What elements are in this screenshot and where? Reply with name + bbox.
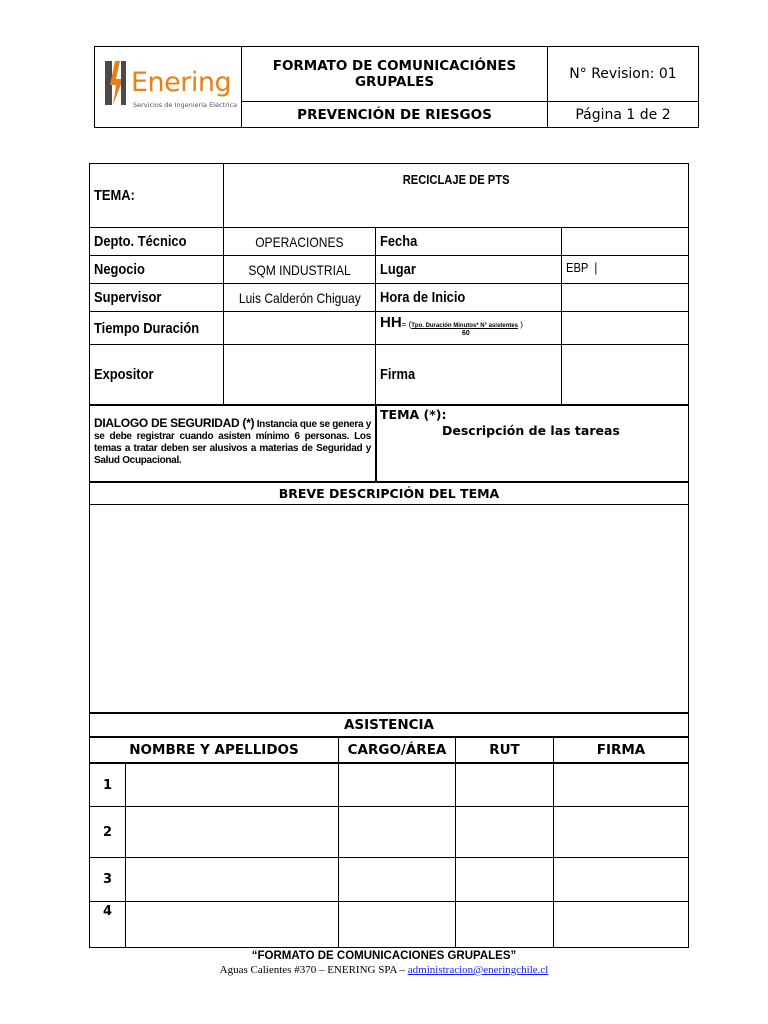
hh-divisor: 60 <box>462 330 470 337</box>
rut-cell[interactable] <box>455 902 553 947</box>
duracion-label: Tiempo Duración <box>94 319 200 337</box>
cargo-cell[interactable] <box>338 902 455 947</box>
depto-value-field[interactable] <box>223 228 375 255</box>
dialogo-title: DIALOGO DE SEGURIDAD (*) <box>94 416 255 430</box>
fecha-field[interactable] <box>561 228 688 255</box>
communication-form <box>89 163 689 948</box>
cargo-cell[interactable] <box>338 764 455 806</box>
lugar-label: Lugar <box>375 256 561 283</box>
firma-cell[interactable] <box>553 858 688 901</box>
hora-label: Hora de Inicio <box>375 284 561 311</box>
firma-cell[interactable] <box>553 764 688 806</box>
asistencia-title-row <box>90 712 688 736</box>
tema-star-field[interactable] <box>375 406 688 481</box>
document-title: FORMATO DE COMUNICACIÓNES GRUPALES <box>242 47 548 102</box>
firma-label: Firma <box>375 345 561 404</box>
column-header-cargo: CARGO/ÁREA <box>338 738 455 762</box>
tema-value-field[interactable] <box>223 164 688 227</box>
tema-row <box>90 164 688 227</box>
supervisor-value-field[interactable] <box>223 284 375 311</box>
supervisor-row <box>90 283 688 311</box>
dialogo-description <box>90 406 375 481</box>
table-row <box>90 857 688 901</box>
hh-formula-suffix: ) <box>517 320 523 329</box>
footer-address-text: Aguas Calientes #370 – ENERING SPA – <box>219 964 408 976</box>
nombre-cell[interactable] <box>125 902 338 947</box>
dialogo-text: Instancia que se genera y se debe registrar cuando asisten mínimo 6 personas. Los temas a tratar deben ser alusivos a materias de Seguridad y Salud Ocupacional. <box>94 419 371 466</box>
expositor-row <box>90 344 688 404</box>
column-header-rut: RUT <box>455 738 553 762</box>
firma-cell[interactable] <box>553 807 688 857</box>
logo-tagline: Servicios de Ingeniería Eléctrica <box>133 101 238 109</box>
revision-number: N° Revision: 01 <box>548 47 698 102</box>
document-header <box>94 46 699 128</box>
hh-formula-prefix: = ( <box>401 320 412 329</box>
depto-value: OPERACIONES <box>255 233 344 250</box>
negocio-value: SQM INDUSTRIAL <box>248 261 351 278</box>
firma-cell[interactable] <box>553 902 688 947</box>
asistencia-title: ASISTENCIA <box>343 717 435 733</box>
hh-formula: Tpo. Duración Minutos* N° asistentes <box>411 323 518 329</box>
expositor-field[interactable] <box>223 345 375 404</box>
asistencia-header-row <box>90 736 688 762</box>
rut-cell[interactable] <box>455 858 553 901</box>
row-number: 4 <box>102 904 113 919</box>
footer-address <box>0 964 768 976</box>
depto-label: Depto. Técnico <box>94 233 187 250</box>
table-row <box>90 806 688 857</box>
row-number: 1 <box>102 777 113 793</box>
hora-field[interactable] <box>561 284 688 311</box>
tema-value: RECICLAJE DE PTS <box>402 172 510 187</box>
page-number: Página 1 de 2 <box>575 106 671 123</box>
duracion-row <box>90 311 688 344</box>
tema-label: TEMA: <box>94 187 135 204</box>
depto-row <box>90 227 688 255</box>
negocio-label: Negocio <box>94 261 145 278</box>
tema-star-value: Descripción de las tareas <box>442 423 620 438</box>
negocio-row <box>90 255 688 283</box>
dialogo-row <box>90 404 688 481</box>
hh-label-cell <box>375 312 561 344</box>
cargo-cell[interactable] <box>338 858 455 901</box>
fecha-label: Fecha <box>375 228 561 255</box>
supervisor-label: Supervisor <box>94 289 162 306</box>
logo-cell <box>95 47 242 127</box>
breve-description-field[interactable] <box>90 504 688 712</box>
hh-field[interactable] <box>561 312 688 344</box>
rut-cell[interactable] <box>455 807 553 857</box>
negocio-value-field[interactable] <box>223 256 375 283</box>
nombre-cell[interactable] <box>125 764 338 806</box>
firma-field[interactable] <box>561 345 688 404</box>
nombre-cell[interactable] <box>125 807 338 857</box>
rut-cell[interactable] <box>455 764 553 806</box>
lugar-value: EBP | <box>566 260 598 275</box>
row-number: 3 <box>102 872 113 887</box>
nombre-cell[interactable] <box>125 858 338 901</box>
expositor-label: Expositor <box>94 366 154 383</box>
footer-email-link[interactable]: administracion@eneringchile.cl <box>407 964 549 976</box>
duracion-field[interactable] <box>223 312 375 344</box>
column-header-nombre: NOMBRE Y APELLIDOS <box>129 742 299 758</box>
breve-title-row <box>90 481 688 504</box>
lugar-field[interactable] <box>561 256 688 283</box>
footer-title: “FORMATO DE COMUNICACIONES GRUPALES” <box>251 950 517 962</box>
breve-title: BREVE DESCRIPCIÓN DEL TEMA <box>278 486 500 501</box>
supervisor-value: Luis Calderón Chiguay <box>238 289 361 306</box>
table-row <box>90 901 688 947</box>
tema-star-label: TEMA (*): <box>380 407 447 422</box>
table-row <box>90 762 688 806</box>
column-header-firma: FIRMA <box>553 738 688 762</box>
hh-label: HH <box>380 314 402 331</box>
document-subtitle: PREVENCIÓN DE RIESGOS <box>242 102 548 127</box>
cargo-cell[interactable] <box>338 807 455 857</box>
row-number: 2 <box>102 824 113 840</box>
logo-text: Enering <box>131 67 232 98</box>
